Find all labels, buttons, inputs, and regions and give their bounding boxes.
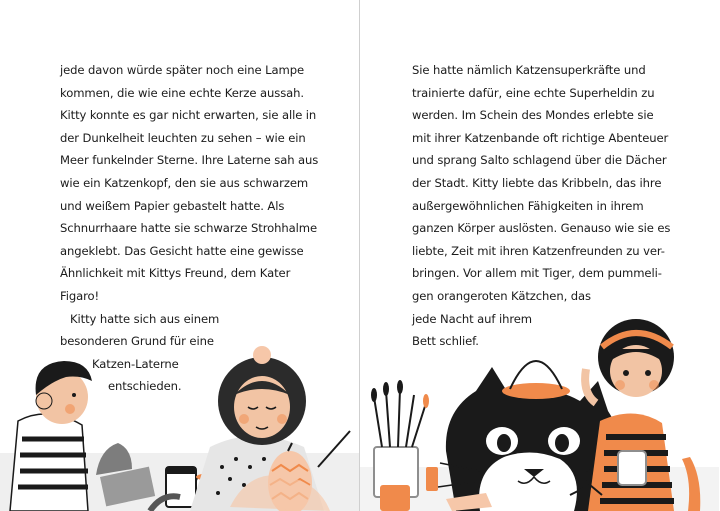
left-page [0, 0, 359, 511]
text-line: der Stadt. Kitty liebte das Kribbeln, das ihre [412, 175, 662, 190]
text-line: jede Nacht auf ihrem [412, 311, 532, 326]
text-line: Kitty konnte es gar nicht erwarten, sie alle in [60, 108, 317, 123]
text-line: Katzen-Laterne [92, 356, 179, 371]
text-line: liebte, Zeit mit ihren Katzenfreunden zu ver- [412, 243, 665, 258]
paint-bottle [426, 467, 438, 491]
text-line: der Dunkelheit leuchten zu sehen – wie ein [60, 130, 306, 145]
text-line: und sprang Salto schlagend über die Dächer [412, 153, 667, 168]
right-page-text [412, 59, 670, 353]
text-line: mit ihrer Katzenbande oft richtige Abenteuer [412, 130, 669, 145]
text-line: kommen, die wie eine echte Kerze aussah. [60, 85, 304, 100]
right-page [360, 0, 719, 511]
text-line: außergewöhnlichen Fähigkeiten in ihrem [412, 198, 644, 213]
text-line: ganzen Körper auslösten. Genauso wie sie es [412, 221, 671, 236]
text-line: trainierte dafür, eine echte Superheldin zu [412, 85, 655, 100]
text-line: Kitty hatte sich aus einem [70, 311, 220, 326]
text-line: Figaro! [60, 288, 100, 303]
text-line: Ähnlichkeit mit Kittys Freund, dem Kater [60, 266, 291, 281]
text-line: werden. Im Schein des Mondes erlebte sie [412, 108, 654, 123]
text-line: gen orangeroten Kätzchen, das [412, 288, 591, 303]
text-line: besonderen Grund für eine [60, 334, 214, 349]
text-line: jede davon würde später noch eine Lampe [60, 63, 305, 77]
text-line: Schnurrhaare hatte sie schwarze Strohhalme [60, 221, 318, 236]
text-line: wie ein Katzenkopf, den sie aus schwarzem [60, 175, 309, 190]
text-line: Meer funkelnder Sterne. Ihre Laterne sah aus [60, 153, 319, 168]
text-line: Sie hatte nämlich Katzensuperkräfte und [412, 63, 646, 77]
text-line: und weißem Papier gebastelt hatte. Als [60, 198, 285, 213]
paint-pot [380, 485, 410, 511]
text-line: Bett schlief. [412, 334, 479, 349]
text-line: bringen. Vor allem mit Tiger, dem pummeli- [412, 266, 662, 281]
text-line: entschieden. [108, 379, 182, 394]
text-line: angeklebt. Das Gesicht hatte eine gewisse [60, 243, 304, 258]
left-page-text [60, 59, 318, 398]
